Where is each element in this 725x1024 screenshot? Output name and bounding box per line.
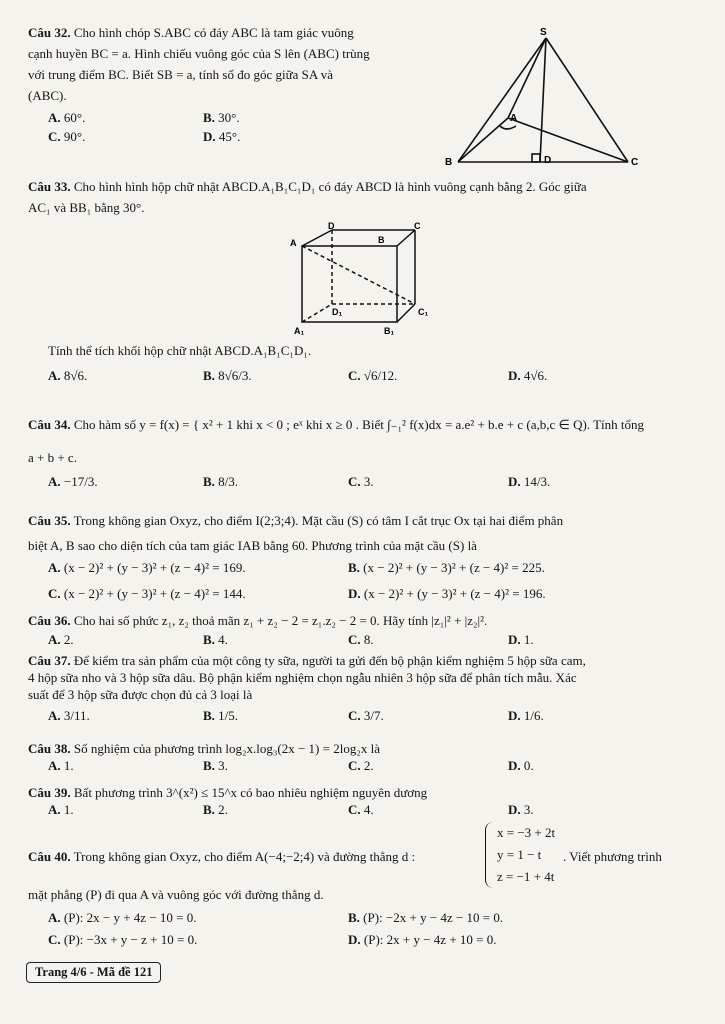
q37-options <box>28 708 708 730</box>
question-text: Cho hình hình hộp chữ nhật ABCD.A₁B₁C₁D₁ có đáy ABCD là hình vuông cạnh bằng 2. Góc giữa <box>73 179 587 194</box>
question-text: Bất phương trình 3^(x²) ≤ 15^x có bao nhiêu nghiệm nguyên dương <box>73 785 428 800</box>
option-d[interactable]: D. 0. <box>508 758 534 773</box>
q35-options-row1 <box>28 560 708 582</box>
question-text: suất để 3 hộp sữa được chọn đủ cả 3 loại là <box>28 687 253 702</box>
question-text: Cho hàm số y = f(x) = { x² + 1 khi x < 0 ; eˣ khi x ≥ 0 . Biết ∫₋₁² f(x)dx = a.e² + b.e + c (a,b,c ∈ Q). Tính tổng <box>73 417 645 432</box>
question-number: Câu 36. <box>28 613 71 628</box>
system-eq-y: y = 1 − t <box>497 847 542 862</box>
option-a[interactable]: A. 2. <box>48 632 74 647</box>
q39-options <box>28 802 708 824</box>
question-number: Câu 39. <box>28 785 71 800</box>
label-a: A <box>290 238 297 248</box>
question-38 <box>28 738 708 759</box>
q40-options-row2 <box>28 932 708 954</box>
option-a[interactable]: A. (P): 2x − y + 4z − 10 = 0. <box>48 910 197 925</box>
question-39 <box>28 782 708 803</box>
question-32 <box>28 22 448 106</box>
label-d1: D₁ <box>332 307 343 317</box>
label-c1: C₁ <box>418 307 429 317</box>
question-number: Câu 35. <box>28 513 71 528</box>
label-b: B <box>378 235 385 245</box>
option-a[interactable]: A. 8√6. <box>48 368 88 383</box>
option-d[interactable]: D. 14/3. <box>508 474 551 489</box>
option-a[interactable]: A. 1. <box>48 802 74 817</box>
q35-options-row2 <box>28 586 708 608</box>
pyramid-figure <box>440 22 690 177</box>
question-36 <box>28 610 708 631</box>
option-c[interactable]: C. (P): −3x + y − z + 10 = 0. <box>48 932 198 947</box>
question-text: Cho hình chóp S.ABC có đáy ABC là tam giác vuông <box>73 25 354 40</box>
question-text: 4 hộp sữa nho và 3 hộp sữa dâu. Bộ phận kiểm nghiệm chọn ngẫu nhiên 3 hộp sữa để phân tích mẫu. Xác <box>28 670 577 685</box>
option-d[interactable]: D. (P): 2x + y − 4z + 10 = 0. <box>348 932 497 947</box>
option-b[interactable]: B. 8/3. <box>203 474 239 489</box>
option-c[interactable]: C. 2. <box>348 758 374 773</box>
q36-options <box>28 632 708 654</box>
option-b[interactable]: B. 4. <box>203 632 228 647</box>
question-text: Để kiểm tra sản phẩm của một công ty sữa, người ta gửi đến bộ phận kiểm nghiệm 5 hộp sữa cam, <box>73 653 586 668</box>
question-text: Trong không gian Oxyz, cho điểm I(2;3;4). Mặt cầu (S) có tâm I cắt trục Ox tại hai điểm phân <box>73 513 564 528</box>
option-c[interactable]: C. 8. <box>348 632 374 647</box>
question-text: Số nghiệm của phương trình log₂x.log₃(2x − 1) = 2log₂x là <box>73 741 380 756</box>
label-b1: B₁ <box>384 326 395 336</box>
label-b: B <box>445 157 453 168</box>
question-text: a + b + c. <box>28 450 77 465</box>
option-d[interactable]: D. 3. <box>508 802 534 817</box>
question-text: Cho hai số phức z₁, z₂ thoả mãn z₁ + z₂ − 2 = z₁.z₂ − 2 = 0. Hãy tính |z₁|² + |z₂|². <box>73 613 488 628</box>
question-37 <box>28 652 718 703</box>
option-b[interactable]: B. 8√6/3. <box>203 368 252 383</box>
question-34 <box>28 414 708 468</box>
option-a[interactable]: A. 3/11. <box>48 708 90 723</box>
label-s: S <box>540 27 547 38</box>
question-number: Câu 37. <box>28 653 71 668</box>
option-d[interactable]: D. 4√6. <box>508 368 548 383</box>
question-text: AC₁ và BB₁ bằng 30°. <box>28 200 145 215</box>
question-35 <box>28 510 708 556</box>
option-d[interactable]: D. 45°. <box>203 129 241 144</box>
question-number: Câu 34. <box>28 417 71 432</box>
option-b[interactable]: B. 1/5. <box>203 708 239 723</box>
question-text: biệt A, B sao cho diện tích của tam giác IAB bằng 60. Phương trình của mặt cầu (S) là <box>28 538 477 553</box>
option-b[interactable]: B. 2. <box>203 802 228 817</box>
question-text: với trung điểm BC. Biết SB = a, tính số đo góc giữa SA và <box>28 67 334 82</box>
question-number: Câu 40. <box>28 849 71 864</box>
question-text: (ABC). <box>28 88 67 103</box>
q38-options <box>28 758 708 780</box>
question-number: Câu 33. <box>28 179 71 194</box>
question-text: cạnh huyền BC = a. Hình chiếu vuông góc của S lên (ABC) trùng <box>28 46 370 61</box>
label-a1: A₁ <box>294 326 305 336</box>
q33-question: Tính thể tích khối hộp chữ nhật ABCD.A₁B₁C₁D₁. <box>48 343 312 358</box>
option-c[interactable]: C. (x − 2)² + (y − 3)² + (z − 4)² = 144. <box>48 586 246 601</box>
option-c[interactable]: C. 4. <box>348 802 374 817</box>
question-33 <box>28 176 708 218</box>
label-d: D <box>544 155 552 166</box>
question-text: mặt phẳng (P) đi qua A và vuông góc với đường thẳng d. <box>28 887 324 902</box>
option-b[interactable]: B. 3. <box>203 758 228 773</box>
option-d[interactable]: D. (x − 2)² + (y − 3)² + (z − 4)² = 196. <box>348 586 546 601</box>
system-eq-z: z = −1 + 4t <box>497 869 555 884</box>
q33-options <box>28 368 708 390</box>
q40-options-row1 <box>28 910 708 932</box>
option-a[interactable]: A. −17/3. <box>48 474 98 489</box>
question-text: Trong không gian Oxyz, cho điểm A(−4;−2;4) và đường thẳng d : <box>73 849 416 864</box>
page-footer: Trang 4/6 - Mã đề 121 <box>26 962 161 983</box>
label-d: D <box>328 222 335 231</box>
question-number: Câu 32. <box>28 25 71 40</box>
question-40 <box>28 846 415 867</box>
option-c[interactable]: C. 90°. <box>48 129 86 144</box>
question-text: . Viết phương trình <box>563 849 662 864</box>
system-eq-x: x = −3 + 2t <box>497 825 556 840</box>
option-d[interactable]: D. 1/6. <box>508 708 544 723</box>
line-system <box>497 822 555 888</box>
box-figure <box>288 222 448 340</box>
label-c: C <box>631 157 639 168</box>
label-c: C <box>414 222 421 231</box>
label-a: A <box>510 113 518 124</box>
option-c[interactable]: C. √6/12. <box>348 368 398 383</box>
option-a[interactable]: A. (x − 2)² + (y − 3)² + (z − 4)² = 169. <box>48 560 246 575</box>
option-b[interactable]: B. (P): −2x + y − 4z − 10 = 0. <box>348 910 504 925</box>
option-d[interactable]: D. 1. <box>508 632 534 647</box>
question-number: Câu 38. <box>28 741 71 756</box>
option-b[interactable]: B. 30°. <box>203 110 240 125</box>
option-c[interactable]: C. 3/7. <box>348 708 384 723</box>
option-a[interactable]: A. 1. <box>48 758 74 773</box>
q34-options <box>28 474 708 496</box>
option-c[interactable]: C. 3. <box>348 474 374 489</box>
option-a[interactable]: A. 60°. <box>48 110 86 125</box>
option-b[interactable]: B. (x − 2)² + (y − 3)² + (z − 4)² = 225. <box>348 560 545 575</box>
